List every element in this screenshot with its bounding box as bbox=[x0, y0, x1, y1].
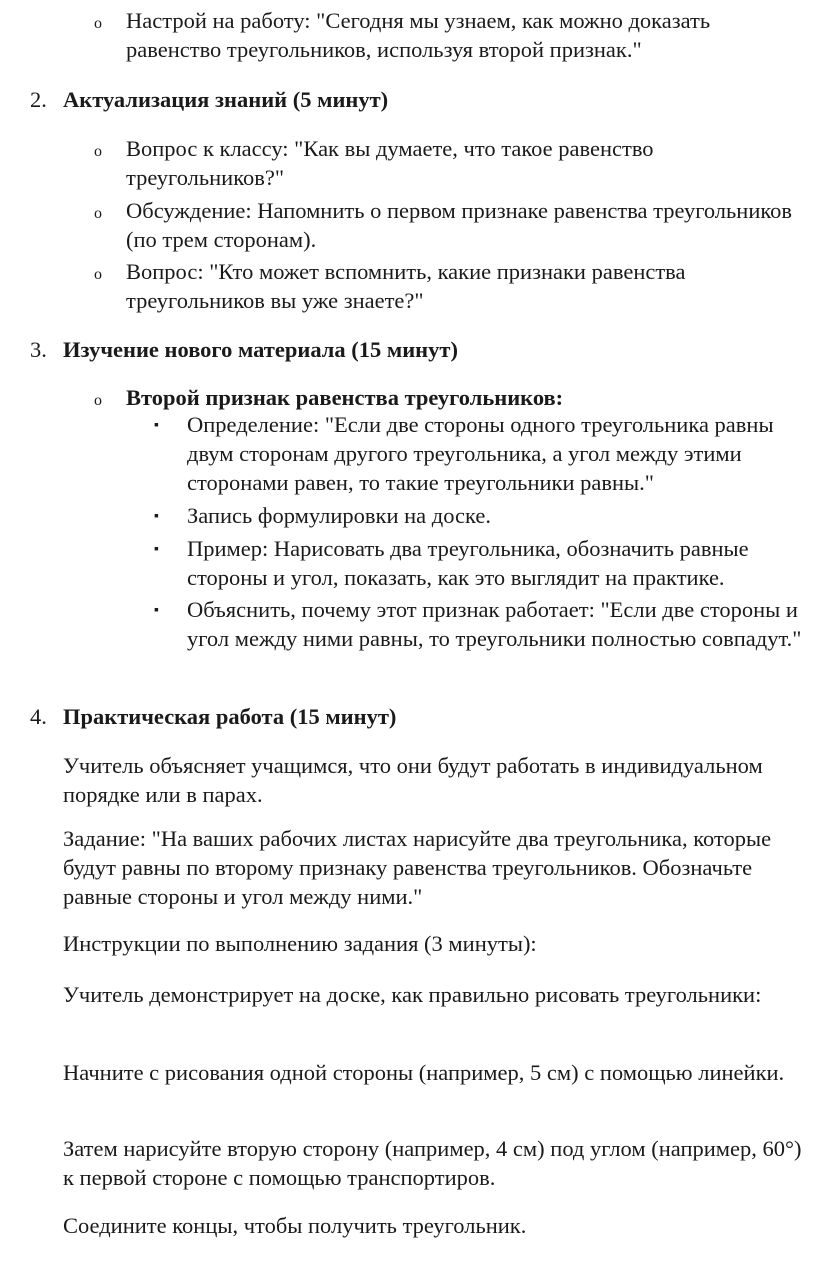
square-bullet-icon: ▪ bbox=[154, 603, 159, 618]
circle-bullet-icon: o bbox=[94, 143, 102, 160]
section-title: Актуализация знаний (5 минут) bbox=[63, 87, 389, 112]
list-item bbox=[94, 383, 806, 412]
list-item bbox=[94, 6, 806, 64]
sub-list-item bbox=[154, 595, 807, 653]
list-item-text: Вопрос к классу: "Как вы думаете, что такое равенство треугольников?" bbox=[126, 136, 654, 190]
circle-bullet-icon: o bbox=[94, 15, 102, 32]
section-number: 3. bbox=[30, 337, 47, 362]
list-item bbox=[94, 134, 806, 192]
paragraph: Задание: "На ваших рабочих листах нарисуйте два треугольника, которые будут равны по второму признаку равенства треугольников. Обозначьте равные стороны и угол между ними." bbox=[63, 826, 772, 909]
paragraph: Инструкции по выполнению задания (3 минуты): bbox=[63, 931, 537, 956]
paragraph: Затем нарисуйте вторую сторону (например, 4 см) под углом (например, 60°) к первой стороне с помощью транспортиров. bbox=[63, 1136, 802, 1190]
section-title: Практическая работа (15 минут) bbox=[63, 704, 397, 729]
sub-list-item bbox=[154, 534, 807, 592]
sub-list-item-text: Пример: Нарисовать два треугольника, обозначить равные стороны и угол, показать, как это выглядит на практике. bbox=[187, 536, 749, 590]
square-bullet-icon: ▪ bbox=[154, 418, 159, 433]
list-item-text: Вопрос: "Кто может вспомнить, какие признаки равенства треугольников вы уже знаете?" bbox=[126, 259, 686, 313]
list-item bbox=[94, 257, 806, 315]
sub-list-item-text: Запись формулировки на доске. bbox=[187, 503, 492, 528]
section-number: 2. bbox=[30, 87, 47, 112]
section-title: Изучение нового материала (15 минут) bbox=[63, 337, 458, 362]
circle-bullet-icon: o bbox=[94, 392, 102, 409]
paragraph: Учитель демонстрирует на доске, как правильно рисовать треугольники: bbox=[63, 982, 762, 1007]
sub-list-item-text: Объяснить, почему этот признак работает: "Если две стороны и угол между ними равны, то треугольники полностью совпадут." bbox=[187, 597, 802, 651]
circle-bullet-icon: o bbox=[94, 205, 102, 222]
list-item-text: Настрой на работу: "Сегодня мы узнаем, как можно доказать равенство треугольников, используя второй признак." bbox=[126, 8, 711, 62]
circle-bullet-icon: o bbox=[94, 266, 102, 283]
paragraph: Соедините концы, чтобы получить треугольник. bbox=[63, 1213, 527, 1238]
list-item bbox=[94, 196, 806, 254]
square-bullet-icon: ▪ bbox=[154, 542, 159, 557]
sub-list-item-text: Определение: "Если две стороны одного треугольника равны двум сторонам другого треугольника, а угол между этими сторонами равен, то такие треугольники равны." bbox=[187, 412, 774, 495]
square-bullet-icon: ▪ bbox=[154, 509, 159, 524]
sub-list-item bbox=[154, 410, 807, 497]
paragraph: Учитель объясняет учащимся, что они будут работать в индивидуальном порядке или в парах. bbox=[63, 753, 763, 807]
sub-list-item bbox=[154, 501, 807, 530]
section-number: 4. bbox=[30, 704, 47, 729]
paragraph: Начните с рисования одной стороны (например, 5 см) с помощью линейки. bbox=[63, 1060, 785, 1085]
list-item-text: Второй признак равенства треугольников: bbox=[126, 385, 564, 410]
list-item-text: Обсуждение: Напомнить о первом признаке равенства треугольников (по трем сторонам). bbox=[126, 198, 793, 252]
